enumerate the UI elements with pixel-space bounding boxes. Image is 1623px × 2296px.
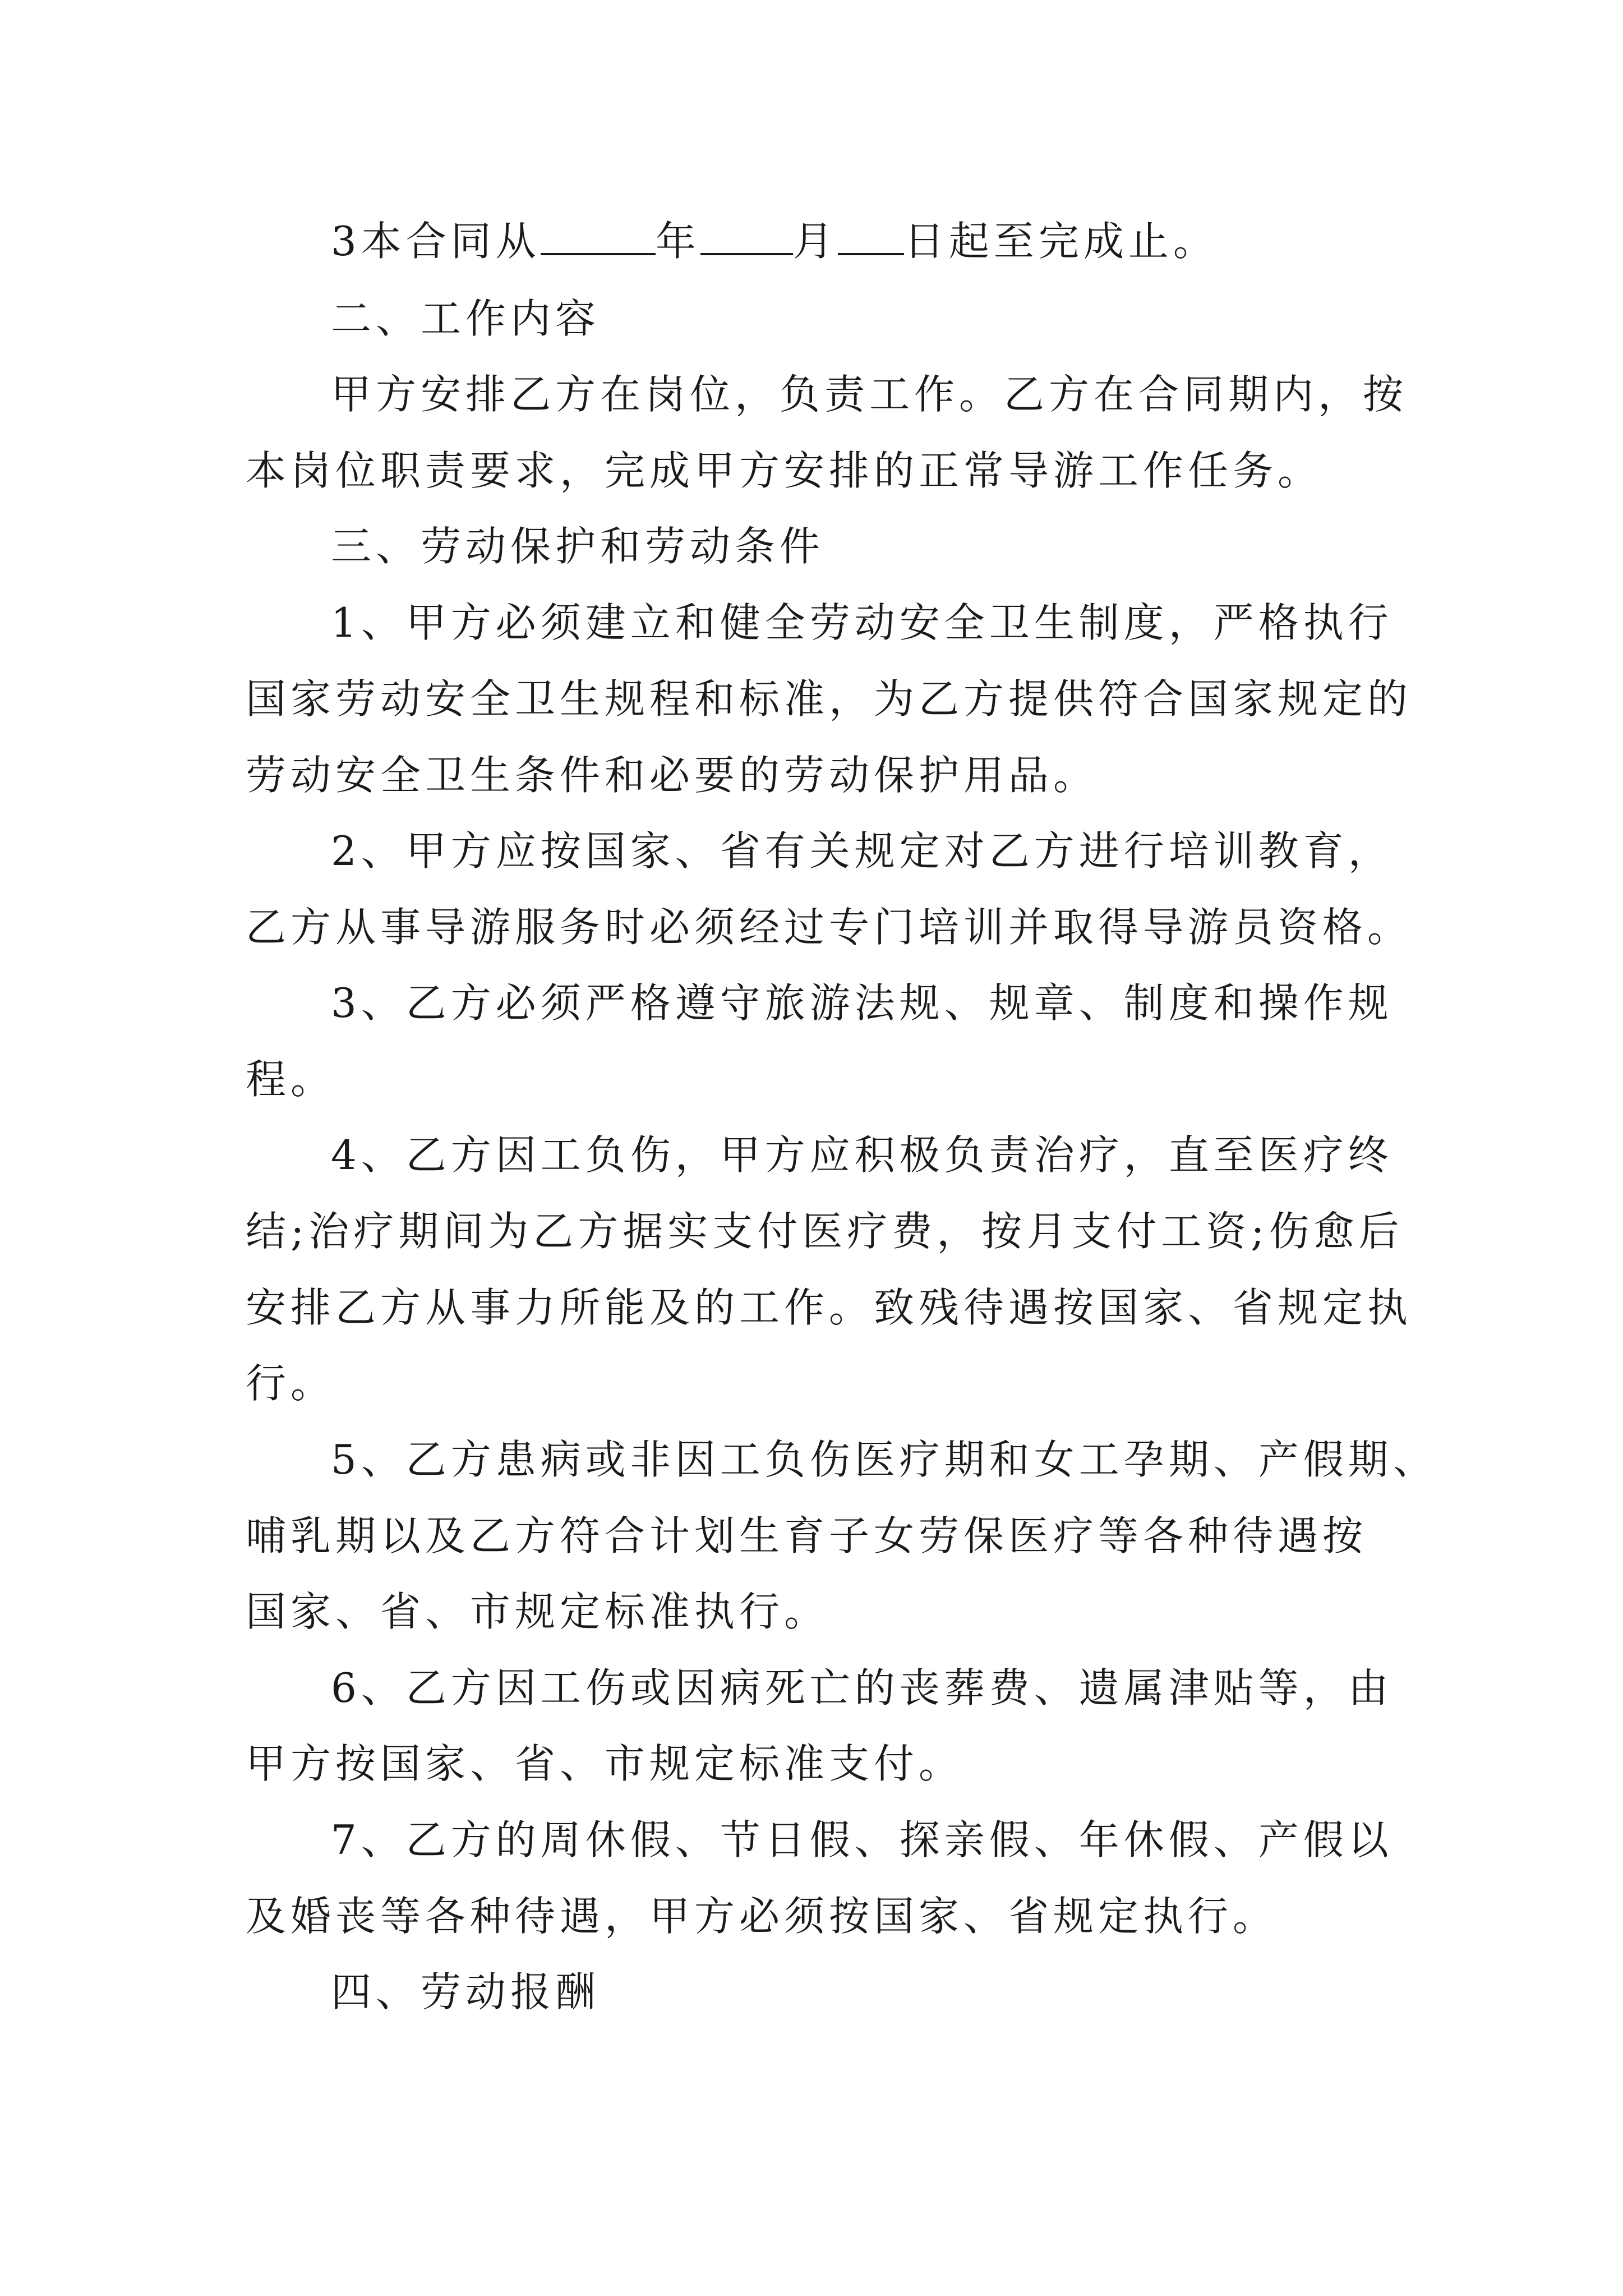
fill-in-blank-year (541, 218, 656, 255)
fill-in-blank-day (838, 218, 904, 255)
paragraph-line: 3、乙方必须严格遵守旅游法规、规章、制度和操作规 (331, 979, 1393, 1027)
paragraph-line: 行。 (246, 1360, 336, 1407)
fill-in-blank-month (700, 218, 793, 255)
paragraph-line: 程。 (246, 1056, 336, 1103)
paragraph-line: 本岗位职责要求，完成甲方安排的正常导游工作任务。 (246, 447, 1323, 494)
paragraph-line: 乙方从事导游服务时必须经过专门培训并取得导游员资格。 (246, 904, 1413, 951)
paragraph-line: 结;治疗期间为乙方据实支付医疗费，按月支付工资;伤愈后 (246, 1208, 1404, 1255)
paragraph-line: 及婚丧等各种待遇，甲方必须按国家、省规定执行。 (246, 1893, 1278, 1940)
section-heading-work-content: 二、工作内容 (331, 295, 601, 342)
paragraph-line: 4、乙方因工负伤，甲方应积极负责治疗，直至医疗终 (331, 1131, 1393, 1179)
paragraph-line: 5、乙方患病或非因工负伤医疗期和女工孕期、产假期、 (331, 1436, 1438, 1483)
contract-term-line (331, 213, 1218, 269)
text-segment: 月 (792, 218, 838, 265)
section-heading-labor-protection: 三、劳动保护和劳动条件 (331, 523, 825, 570)
paragraph-line: 2、甲方应按国家、省有关规定对乙方进行培训教育， (331, 827, 1393, 875)
paragraph-line: 安排乙方从事力所能及的工作。致残待遇按国家、省规定执 (246, 1284, 1413, 1331)
text-segment: 3本合同从 (331, 218, 541, 265)
text-segment: 年 (655, 218, 700, 265)
paragraph-line: 7、乙方的周休假、节日假、探亲假、年休假、产假以 (331, 1816, 1393, 1864)
text-segment: 日起至完成止。 (903, 218, 1218, 265)
paragraph-line: 6、乙方因工伤或因病死亡的丧葬费、遗属津贴等，由 (331, 1664, 1393, 1711)
paragraph-line: 1、甲方必须建立和健全劳动安全卫生制度，严格执行 (331, 599, 1393, 646)
paragraph-line: 国家劳动安全卫生规程和标准，为乙方提供符合国家规定的 (246, 675, 1413, 723)
paragraph-line: 劳动安全卫生条件和必要的劳动保护用品。 (246, 752, 1099, 799)
paragraph-line: 甲方按国家、省、市规定标准支付。 (246, 1740, 964, 1787)
paragraph-line: 哺乳期以及乙方符合计划生育子女劳保医疗等各种待遇按 (246, 1512, 1368, 1559)
section-heading-remuneration: 四、劳动报酬 (331, 1968, 601, 2016)
paragraph-line: 甲方安排乙方在岗位，负责工作。乙方在合同期内，按 (331, 371, 1408, 418)
paragraph-line: 国家、省、市规定标准执行。 (246, 1588, 829, 1635)
